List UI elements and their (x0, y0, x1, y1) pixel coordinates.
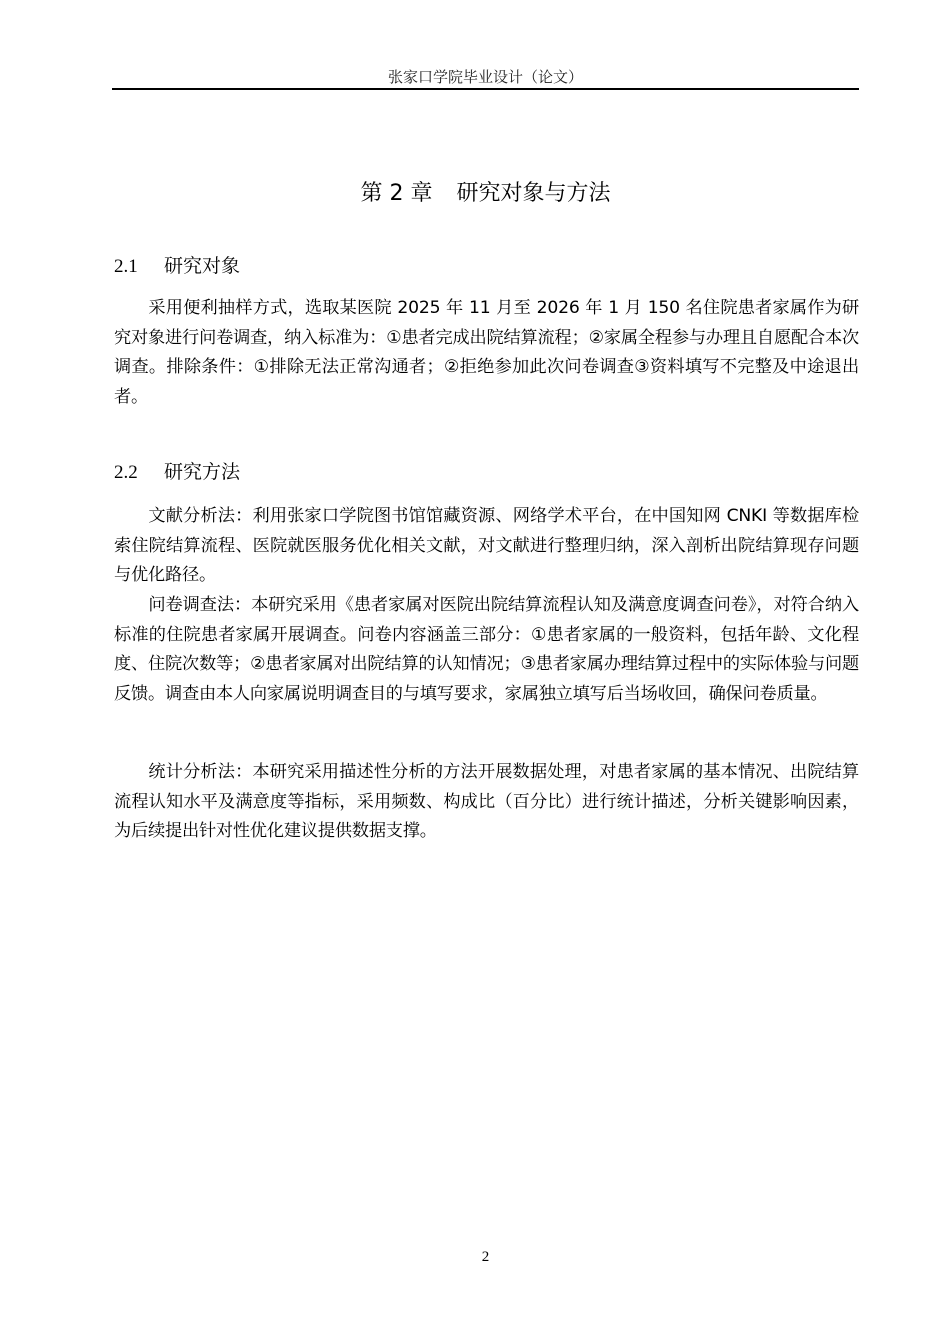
paragraph-literature-analysis: 文献分析法：利用张家口学院图书馆馆藏资源、网络学术平台，在中国知网 CNKI 等数据库检索住院结算流程、医院就医服务优化相关文献，对文献进行整理归纳，深入剖析出院结算现存问题与优化路径。 (114, 506, 859, 586)
header-rule (112, 88, 859, 90)
section-heading-2-1 (114, 252, 240, 281)
section-number: 2.1 (114, 256, 138, 277)
paragraph-questionnaire-survey: 问卷调查法：本研究采用《患者家属对医院出院结算流程认知及满意度调查问卷》，对符合纳入标准的住院患者家属开展调查。问卷内容涵盖三部分：①患者家属的一般资料，包括年龄、文化程度、住院次数等；②患者家属对出院结算的认知情况；③患者家属办理结算过程中的实际体验与问题反馈。调查由本人向家属说明调查目的与填写要求，家属独立填写后当场收回，确保问卷质量。 (114, 595, 859, 704)
section-number: 2.2 (114, 462, 138, 483)
page-number: 2 (481, 1249, 490, 1265)
running-header: 张家口学院毕业设计（论文） (387, 68, 583, 86)
paragraph-research-subjects: 采用便利抽样方式，选取某医院 2025 年 11 月至 2026 年 1 月 150 名住院患者家属作为研究对象进行问卷调查，纳入标准为：①患者完成出院结算流程；②家属全程参与办理且自愿配合本次调查。排除条件：①排除无法正常沟通者；②拒绝参加此次问卷调查③资料填写不完整及中途退出者。 (114, 298, 859, 407)
paragraph-statistical-analysis: 统计分析法：本研究采用描述性分析的方法开展数据处理，对患者家属的基本情况、出院结算流程认知水平及满意度等指标，采用频数、构成比（百分比）进行统计描述，分析关键影响因素，为后续提出针对性优化建议提供数据支撑。 (114, 762, 859, 842)
section-title: 研究对象 (164, 255, 241, 277)
chapter-number: 第 2 章 (360, 181, 433, 206)
section-title: 研究方法 (164, 461, 241, 483)
chapter-title (112, 178, 859, 210)
section-heading-2-2 (114, 458, 240, 487)
chapter-name: 研究对象与方法 (456, 181, 611, 206)
